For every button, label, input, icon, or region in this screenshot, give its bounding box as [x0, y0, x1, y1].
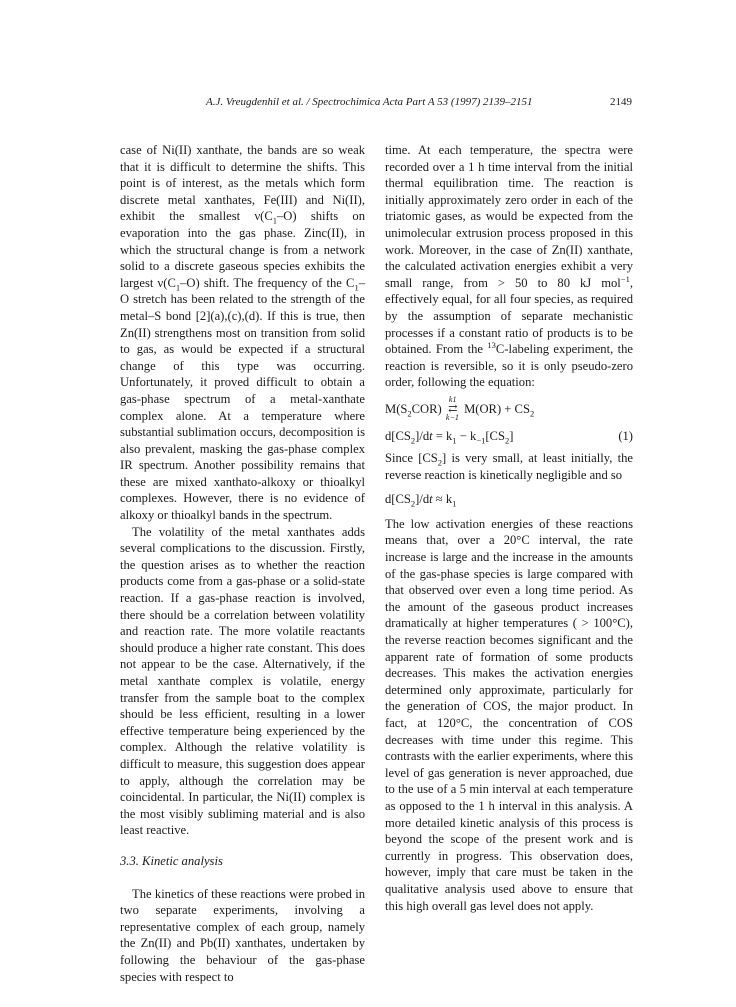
equilibrium-arrows-icon: k1 ⇄ k−1 — [445, 394, 459, 422]
right-column — [385, 142, 633, 914]
equation-number: (1) — [618, 428, 633, 443]
running-head: A.J. Vreugdenhil et al. / Spectrochimica Acta Part A 53 (1997) 2139–2151 — [206, 96, 533, 108]
equation-rate-approx: $d[CS_2]/dt \approx k_1$ — [385, 492, 457, 509]
equation-reaction: $M(S_2COR)$ k1 ⇄ k−1 $M(OR) + CS_2$ — [385, 394, 535, 422]
left-column — [120, 142, 365, 985]
paragraph-kinetics: The kinetics of these reactions were probed in two separate experiments, involving a representative complex of each group, namely the Zn(II) and Pb(II) xanthates, undertaken by following the behaviour of the gas-phase species with respect to — [120, 886, 365, 984]
equation-rate-1: $d[CS_2]/dt = k_1 - k_{-1}[CS_2]$ (1) — [385, 428, 633, 446]
paragraph-volatility: The volatility of the metal xanthates adds several complications to the discussion. Firstly, the question arises as to whether the reaction products come from a gas-phase or a solid-state reaction. If a gas-phase reaction is involved, there should be a correlation between volatility and reaction rate. The more volatile reactants should produce a higher rate constant. This does not appear to be the case. Alternatively, if the metal xanthate complex is volatile, energy transfer from the sample boat to the complex should be less efficient, resulting in a lower effective temperature being experienced by the complex. Although the relative volatility is difficult to measure, this suggestion does appear to apply, although the correlation may be coincidental. In particular, the Ni(II) complex is the most visibly subliming material and is also least reactive. — [120, 524, 365, 838]
section-heading: 3.3. Kinetic analysis — [120, 853, 223, 868]
page-number: 2149 — [610, 96, 632, 108]
paragraph-activation-energies: The low activation energies of these reactions means that, over a 20°C interval, the rate increase is large and the increase in the amounts of the gas-phase species is large compared with that observed over even a long time period. As the amount of the gaseous product increases dramatically at higher temperatures ( > 100°C), the reverse reaction becomes significant and the apparent rate of formation of some products decreases. This makes the activation energies determined only approximate, particularly for the generation of COS, the major product. In fact, at 120°C, the concentration of COS decreases with time under this regime. This contrasts with the earlier experiments, where this level of gas generation is never approached, due to the use of a 5 min interval at each temperature as opposed to the 1 h interval in this analysis. A more detailed kinetic analysis of this process is beyond the scope of the present work and is currently in progress. This observation does, however, imply that care must be taken in the qualitative analysis used above to ensure that this high overall gas level does not apply. — [385, 516, 633, 913]
paragraph-xanthate-shifts: case of Ni(II) xanthate, the bands are so weak that it is difficult to determine the shifts. This point is of interest, as the metals which form discrete metal xanthates, Fe(III) and Ni(II), exhibit the smallest $\nu(C_1-O)$ shifts on evaporation into the gas phase. Zinc(II), in which the structural change is from a network solid to a discrete gaseous species exhibits the largest $\nu(C_1-O)$ shift. The frequency of the $C_1-O$ stretch has been related to the strength of the metal–S bond [2](a),(c),(d). If this is true, then Zn(II) strengthens most on transition from solid to gas, as would be expected if a structural change of this type was occurring. Unfortunately, it proved difficult to obtain a gas-phase spectrum of a metal-xanthate complex alone. At a temperature where substantial sublimation occurs, decomposition is also prevalent, masking the gas-phase complex IR spectrum. Another possibility remains that these are mixed xanthato-alkoxy or thioalkyl complexes. However, there is no evidence of alkoxy or thioalkyl bands in the spectrum. — [120, 143, 365, 523]
page-header — [120, 96, 632, 112]
paragraph-since: Since $[CS_2]$ is very small, at least initially, the reverse reaction is kinetically negligible and so — [385, 451, 633, 482]
paragraph-time-interval: time. At each temperature, the spectra were recorded over a 1 h time interval from the initial thermal equilibration time. The reaction is initially approximately zero order in each of the triatomic gases, as would be expected from the unimolecular extrusion process proposed in this work. Moreover, in the case of Zn(II) xanthate, the calculated activation energies exhibit a very small range, from > 50 to 80 kJ mol$^{-1}$, effectively equal, for all four species, as required by the assumption of separate mechanistic processes if a constant ratio of products is to be obtained. From the $^{13}$C-labeling experiment, the reaction is reversible, so it is only pseudo-zero order, following the equation: — [385, 143, 634, 390]
